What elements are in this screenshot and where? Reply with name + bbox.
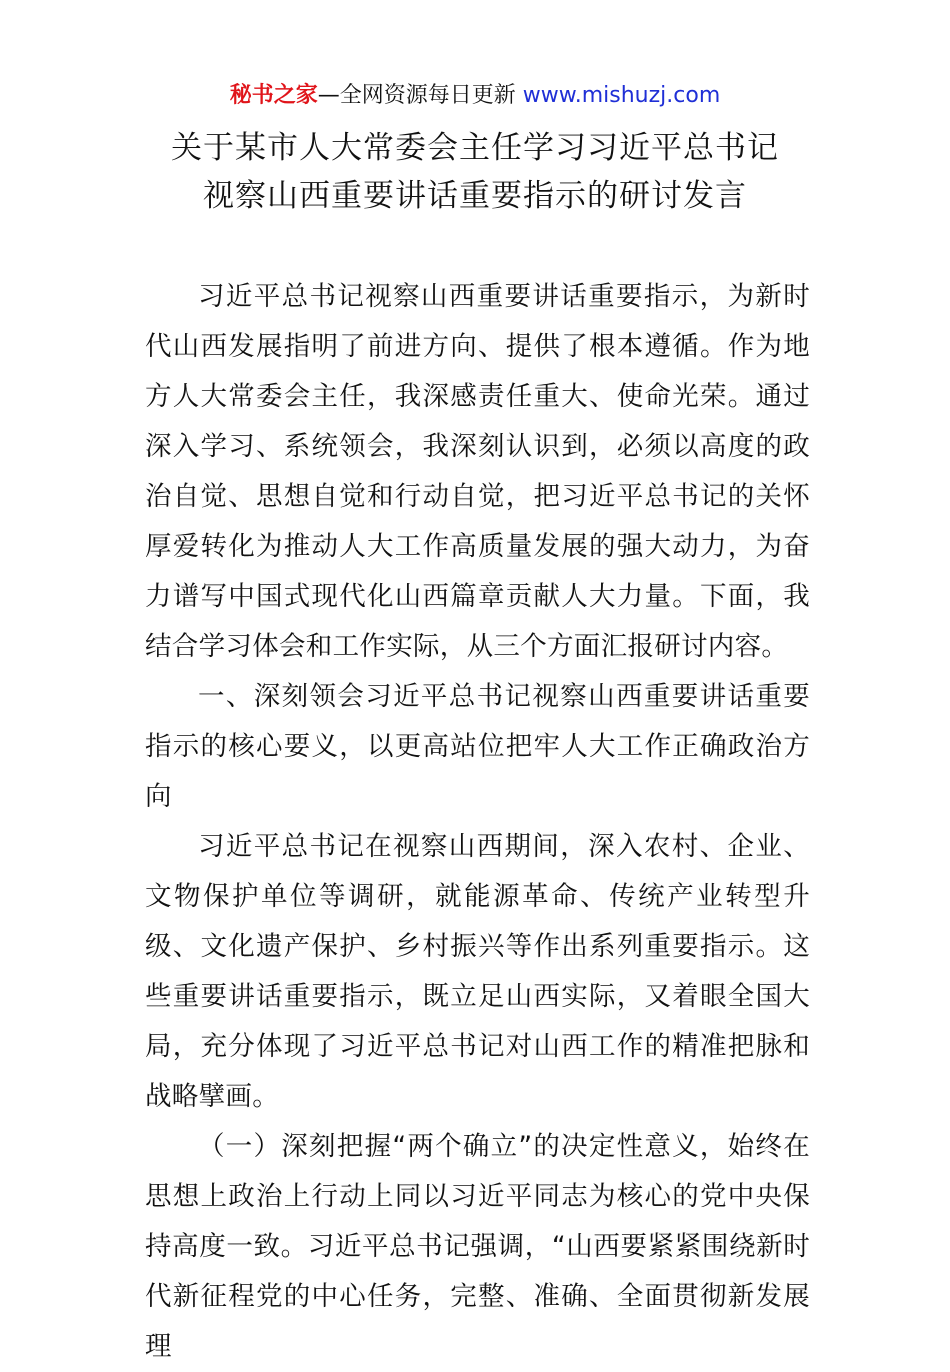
document-title xyxy=(0,124,950,220)
site-url-link[interactable]: www.mishuzj.com xyxy=(522,83,721,108)
site-banner xyxy=(0,80,950,112)
title-line-2: 视察山西重要讲话重要指示的研讨发言 xyxy=(203,178,747,214)
document-body xyxy=(145,272,810,1372)
site-brand: 秘书之家 xyxy=(229,83,318,108)
section-heading-1: 一、深刻领会习近平总书记视察山西重要讲话重要指示的核心要义，以更高站位把牢人大工作正确政治方向 xyxy=(145,681,810,812)
site-slogan: —全网资源每日更新 xyxy=(317,83,523,108)
title-line-1: 关于某市人大常委会主任学习习近平总书记 xyxy=(171,130,779,166)
paragraph-section-1: 习近平总书记在视察山西期间，深入农村、企业、文物保护单位等调研，就能源革命、传统产业转型升级、文化遗产保护、乡村振兴等作出系列重要指示。这些重要讲话重要指示，既立足山西实际，又着眼全国大局，充分体现了习近平总书记对山西工作的精准把脉和战略擘画。 xyxy=(145,831,810,1112)
paragraph-subsection-1: （一）深刻把握“两个确立”的决定性意义，始终在思想上政治上行动上同以习近平同志为核心的党中央保持高度一致。习近平总书记强调，“山西要紧紧围绕新时代新征程党的中心任务，完整、准确、全面贯彻新发展理 xyxy=(145,1131,810,1362)
paragraph-intro: 习近平总书记视察山西重要讲话重要指示，为新时代山西发展指明了前进方向、提供了根本遵循。作为地方人大常委会主任，我深感责任重大、使命光荣。通过深入学习、系统领会，我深刻认识到，必须以高度的政治自觉、思想自觉和行动自觉，把习近平总书记的关怀厚爱转化为推动人大工作高质量发展的强大动力，为奋力谱写中国式现代化山西篇章贡献人大力量。下面，我结合学习体会和工作实际，从三个方面汇报研讨内容。 xyxy=(145,281,810,662)
